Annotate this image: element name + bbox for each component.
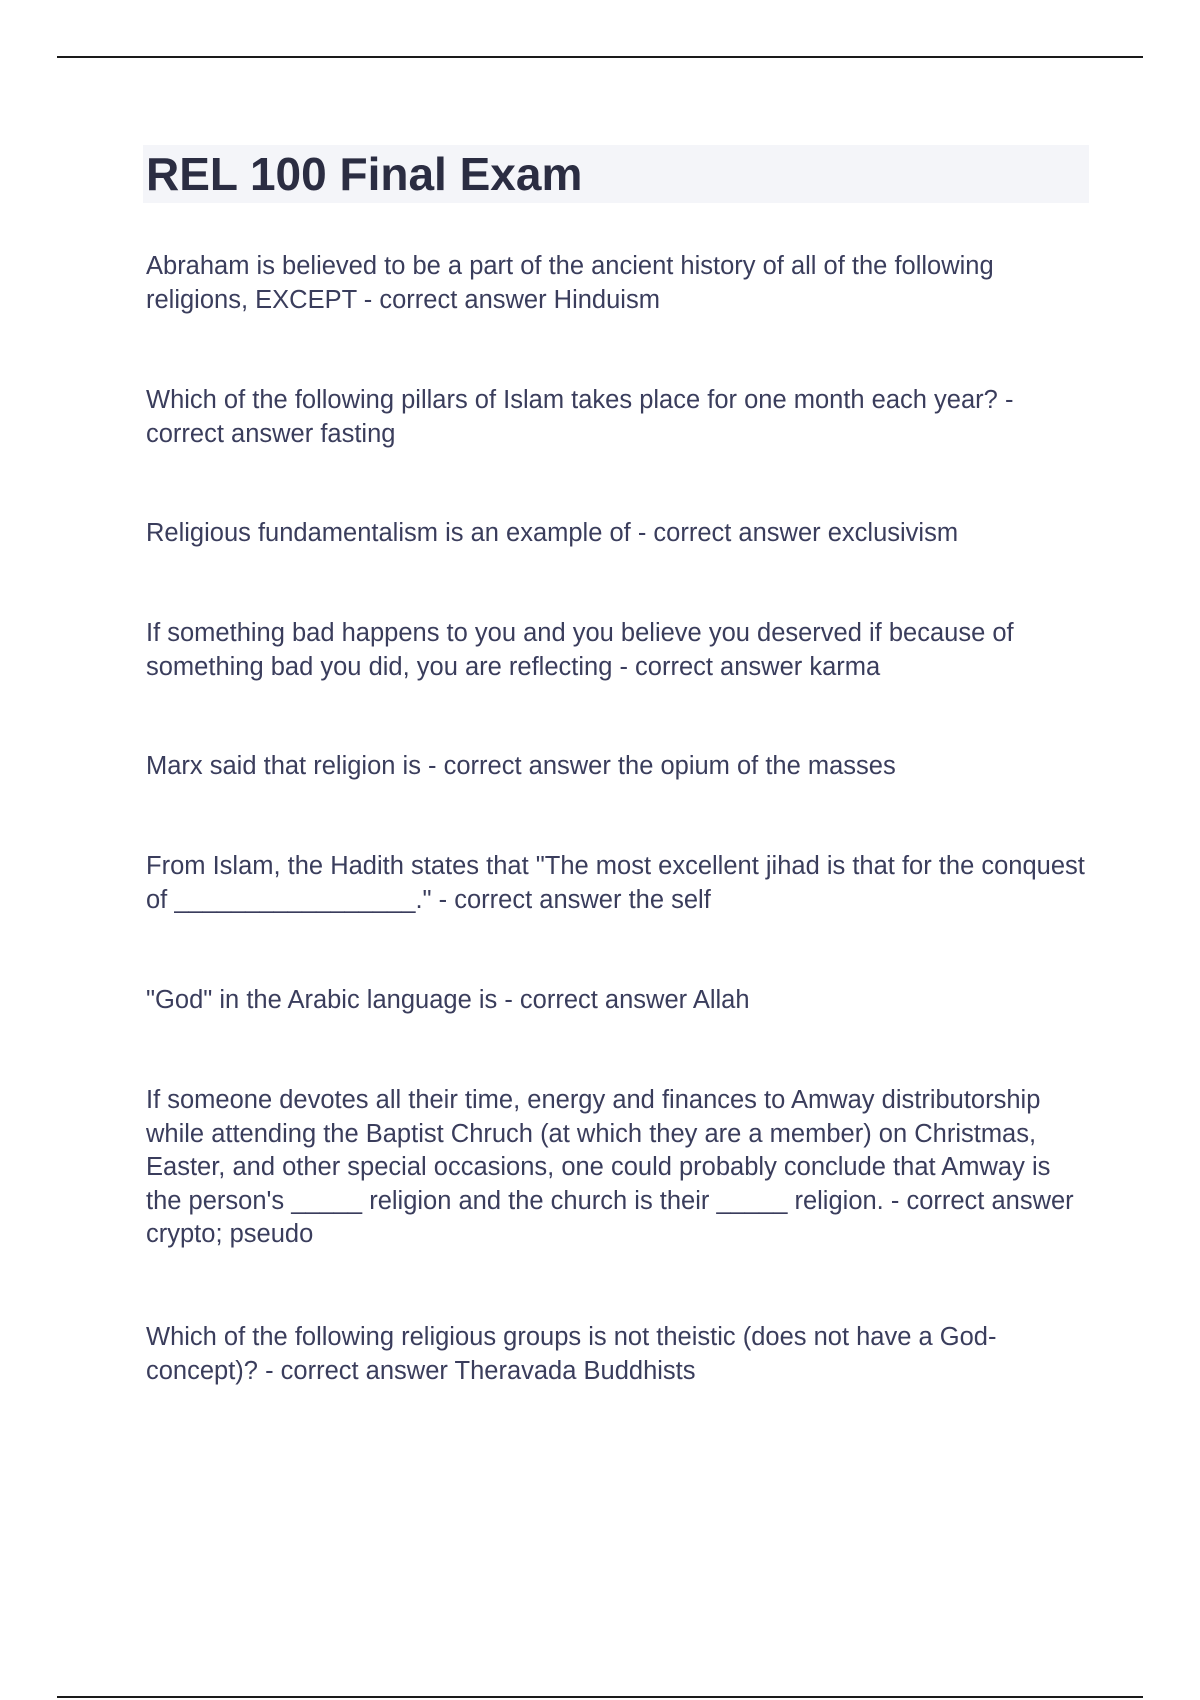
qa-item — [146, 750, 1086, 784]
answer-text: the self — [628, 885, 711, 914]
answer-text: crypto; pseudo — [146, 1220, 314, 1248]
question-text: Marx said that religion is — [146, 752, 421, 780]
answer-text: karma — [809, 652, 881, 681]
answer-text: exclusivism — [827, 519, 959, 547]
page-title: REL 100 Final Exam — [146, 148, 583, 200]
answer-text: Theravada Buddhists — [454, 1356, 696, 1385]
answer-separator: - correct answer — [258, 1356, 455, 1385]
question-text: From Islam, the Hadith states that "The most excellent jihad is that for the conquest of _________________." — [146, 852, 1085, 914]
question-text: "God" in the Arabic language is — [146, 986, 498, 1014]
answer-text: fasting — [320, 419, 396, 448]
question-text: Abraham is believed to be a part of the ancient history of all of the following religions, EXCEPT — [146, 252, 994, 314]
answer-separator: - correct answer — [497, 986, 693, 1014]
qa-item — [146, 1084, 1086, 1252]
answer-separator: - correct answer — [630, 519, 828, 547]
qa-item — [146, 384, 1086, 451]
top-rule — [57, 56, 1143, 58]
answer-separator: - correct answer — [420, 752, 618, 780]
answer-separator: - correct answer — [356, 285, 554, 314]
question-text: Which of the following religious groups is not theistic (does not have a God-concept)? — [146, 1323, 997, 1385]
question-text: Which of the following pillars of Islam takes place for one month each year? — [146, 386, 998, 414]
question-text: If someone devotes all their time, energy and finances to Amway distributorship while attending the Baptist Chruch (at which they are a member) on Christmas, Easter, and other special occasions, one could probably conclude that Amway is the person's _____ religion and the church is their _____ religion. — [146, 1086, 1051, 1215]
answer-text: the opium of the masses — [617, 752, 896, 780]
answer-text: Allah — [692, 986, 750, 1014]
qa-item — [146, 850, 1086, 917]
answer-text: Hinduism — [553, 285, 660, 314]
qa-item — [146, 1321, 1086, 1388]
answer-separator: - correct answer — [612, 652, 810, 681]
qa-item — [146, 250, 1086, 317]
qa-item — [146, 617, 1086, 684]
answer-separator: - correct answer — [883, 1186, 1074, 1215]
qa-item — [146, 984, 1086, 1018]
question-text: If something bad happens to you and you believe you deserved if because of something bad you did, you are reflecting — [146, 619, 1014, 681]
qa-item — [146, 517, 1086, 551]
question-text: Religious fundamentalism is an example of — [146, 519, 631, 547]
answer-separator: - correct answer — [431, 885, 629, 914]
bottom-rule — [57, 1696, 1143, 1698]
answer-separator: - correct answer — [146, 386, 1014, 448]
